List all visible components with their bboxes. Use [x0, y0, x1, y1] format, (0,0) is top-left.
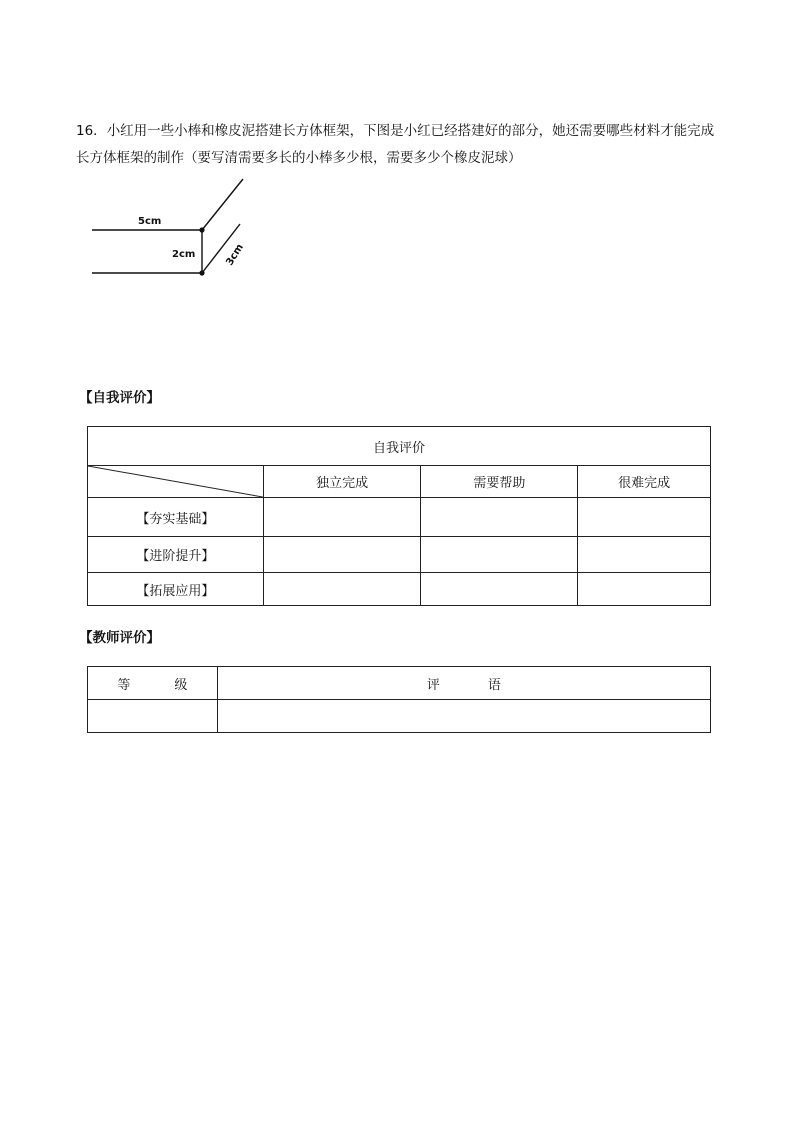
teacher-evaluation-table: [87, 666, 711, 733]
evaluation-cell[interactable]: [421, 537, 578, 573]
self-evaluation-heading: 【自我评价】: [79, 390, 160, 406]
cuboid-frame-figure: [88, 176, 258, 286]
evaluation-cell[interactable]: [263, 498, 421, 537]
width-label: 3cm: [224, 242, 246, 268]
height-label: 2cm: [172, 249, 196, 260]
self-evaluation-table: [87, 426, 711, 606]
comment-cell[interactable]: [217, 700, 710, 733]
grade-label-1: 等: [117, 677, 131, 693]
comment-label-1: 评: [426, 677, 440, 693]
grade-header: [88, 667, 218, 700]
evaluation-cell[interactable]: [421, 498, 578, 537]
question-number: 16．: [76, 123, 107, 139]
comment-label-2: 语: [487, 677, 501, 693]
row-label: 【进阶提升】: [88, 537, 264, 573]
column-header: 独立完成: [263, 466, 421, 498]
upper-depth-edge: [202, 179, 243, 230]
evaluation-cell[interactable]: [421, 573, 578, 606]
evaluation-cell[interactable]: [263, 573, 421, 606]
column-header: 很难完成: [578, 466, 711, 498]
row-label: 【夯实基础】: [88, 498, 264, 537]
clay-ball: [199, 270, 204, 275]
length-label: 5cm: [138, 216, 162, 227]
row-label: 【拓展应用】: [88, 573, 264, 606]
grade-label-2: 级: [174, 677, 188, 693]
evaluation-cell[interactable]: [578, 498, 711, 537]
diagonal-line: [88, 466, 263, 497]
evaluation-cell[interactable]: [578, 537, 711, 573]
column-header: 需要帮助: [421, 466, 578, 498]
self-evaluation-table-title: 自我评价: [88, 427, 711, 466]
comment-header: [217, 667, 710, 700]
header-diagonal-cell: [88, 466, 264, 498]
evaluation-cell[interactable]: [578, 573, 711, 606]
grade-cell[interactable]: [88, 700, 218, 733]
cuboid-frame-diagram: [88, 176, 258, 286]
evaluation-cell[interactable]: [263, 537, 421, 573]
clay-ball: [199, 227, 204, 232]
teacher-evaluation-heading: 【教师评价】: [79, 630, 160, 646]
question-text: 小红用一些小棒和橡皮泥搭建长方体框架，下图是小红已经搭建好的部分，她还需要哪些材料才能完成长方体框架的制作（要写清需要多长的小棒多少根，需要多少个橡皮泥球）: [76, 123, 715, 166]
question-16: [76, 118, 716, 172]
